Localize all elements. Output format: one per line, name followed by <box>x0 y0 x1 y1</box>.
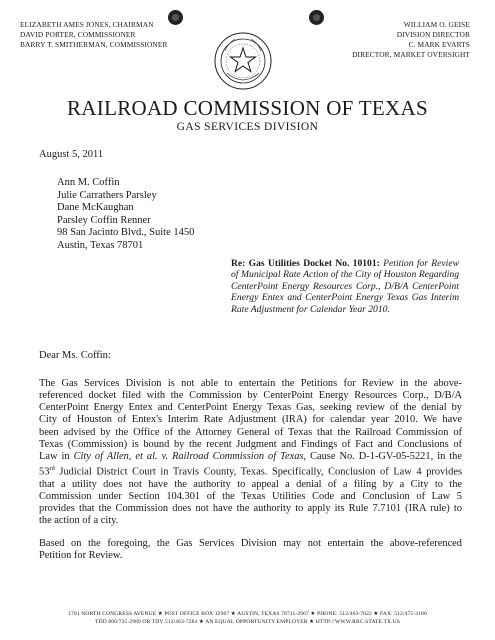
body-paragraph-2 <box>39 538 462 562</box>
body-line: CenterPoint Energy Entex and CenterPoint Energy Texas Gas, seeking review of the denial by <box>39 402 462 414</box>
recipient-line: Austin, Texas 78701 <box>57 239 144 251</box>
footer-address-line: 1701 NORTH CONGRESS AVENUE ★ POST OFFICE BOX 12967 ★ AUSTIN, TEXAS 78711-2967 ★ PHONE: 512/463-7022 ★ FAX: 512/475-3180 <box>68 611 427 617</box>
recipient-line: Dane McKaughan <box>57 202 134 214</box>
recipient-line: Julie Carrathers Parsley <box>57 189 157 201</box>
body-line: referenced docket filed with the Commission by CenterPoint Energy Resources Corp., D/B/A <box>39 390 462 402</box>
recipient-line: Parsley Coffin Renner <box>57 214 151 226</box>
re-label: Re: Gas Utilities Docket No. 10101: <box>231 258 380 269</box>
commissioners-list <box>20 20 168 50</box>
body-line: Petition for Review. <box>39 550 123 562</box>
commissioner-porter: DAVID PORTER, COMMISSIONER <box>20 30 136 39</box>
letter-date: August 5, 2011 <box>39 149 104 160</box>
director-title-division: DIVISION DIRECTOR <box>396 30 470 39</box>
texas-state-seal-icon <box>213 31 273 91</box>
hole-punch-mark-right <box>309 10 324 25</box>
re-subject: Petition for Review of Municipal Rate Action of the City of Houston Regarding CenterPoint Energy Resources Corp., D/B/A CenterPoint Energy Entex and CenterPoint Energy Texas Gas Interim Rate Adjustment for Calendar Year 2010. <box>231 258 459 315</box>
body-paragraph-1 <box>39 378 462 527</box>
director-name-evarts: C. MARK EVARTS <box>408 40 470 49</box>
recipient-address <box>57 177 194 253</box>
commissioner-chairman: ELIZABETH AMES JONES, CHAIRMAN <box>20 20 154 29</box>
body-line: provides that the Commission does not have the authority to apply its Rule 7.7101 (IRA rule) to <box>39 503 462 515</box>
salutation: Dear Ms. Coffin: <box>39 350 111 361</box>
body-line: The Gas Services Division is not able to entertain the Petitions for Review in the above- <box>39 378 462 389</box>
body-line: that a utility does not have the authority to appeal a denial of a filing by a City to the <box>39 478 462 490</box>
body-line: Law in City of Allen, et al. v. Railroad Commission of Texas, Cause No. D-1-GV-05-5221, in the <box>39 450 462 462</box>
recipient-line: Ann M. Coffin <box>57 177 120 188</box>
re-block <box>231 258 459 315</box>
body-line: City of Houston of Entex's Interim Rate Adjustment (IRA) for calendar year 2010. We have <box>39 414 462 426</box>
directors-list <box>352 20 470 60</box>
recipient-line: 98 San Jacinto Blvd., Suite 1450 <box>57 227 195 239</box>
body-line: Based on the foregoing, the Gas Services Division may not entertain the above-referenced <box>39 538 462 549</box>
body-line: been advised by the Office of the Attorney General of Texas that the Railroad Commission of <box>39 426 462 438</box>
footer-contact-line: TDD 800/735-2989 OR TDY 512/463-7284 ★ AN EQUAL OPPORTUNITY EMPLOYER ★ HTTP://WWW.RRC.STATE.TX.US <box>95 618 400 625</box>
body-line: Texas (Commission) is bound by the recent Judgment and Findings of Fact and Conclusions of <box>39 438 462 450</box>
commissioner-smitherman: BARRY T. SMITHERMAN, COMMISSIONER <box>20 40 168 49</box>
division-title: GAS SERVICES DIVISION <box>176 121 319 133</box>
commission-title: RAILROAD COMMISSION OF TEXAS <box>67 96 428 120</box>
hole-punch-mark-left <box>168 10 183 25</box>
letterhead-footer <box>0 611 495 626</box>
director-name-geise: WILLIAM O. GEISE <box>403 20 470 29</box>
director-title-market: DIRECTOR, MARKET OVERSIGHT <box>352 50 470 59</box>
body-line: 53rd Judicial District Court in Travis County, Texas. Specifically, Conclusion of Law 4 provides <box>39 465 462 478</box>
body-line: the action of a city. <box>39 515 119 527</box>
body-line: Commission under Section 104.301 of the Texas Utilities Code and Conclusion of Law 5 <box>39 490 462 502</box>
